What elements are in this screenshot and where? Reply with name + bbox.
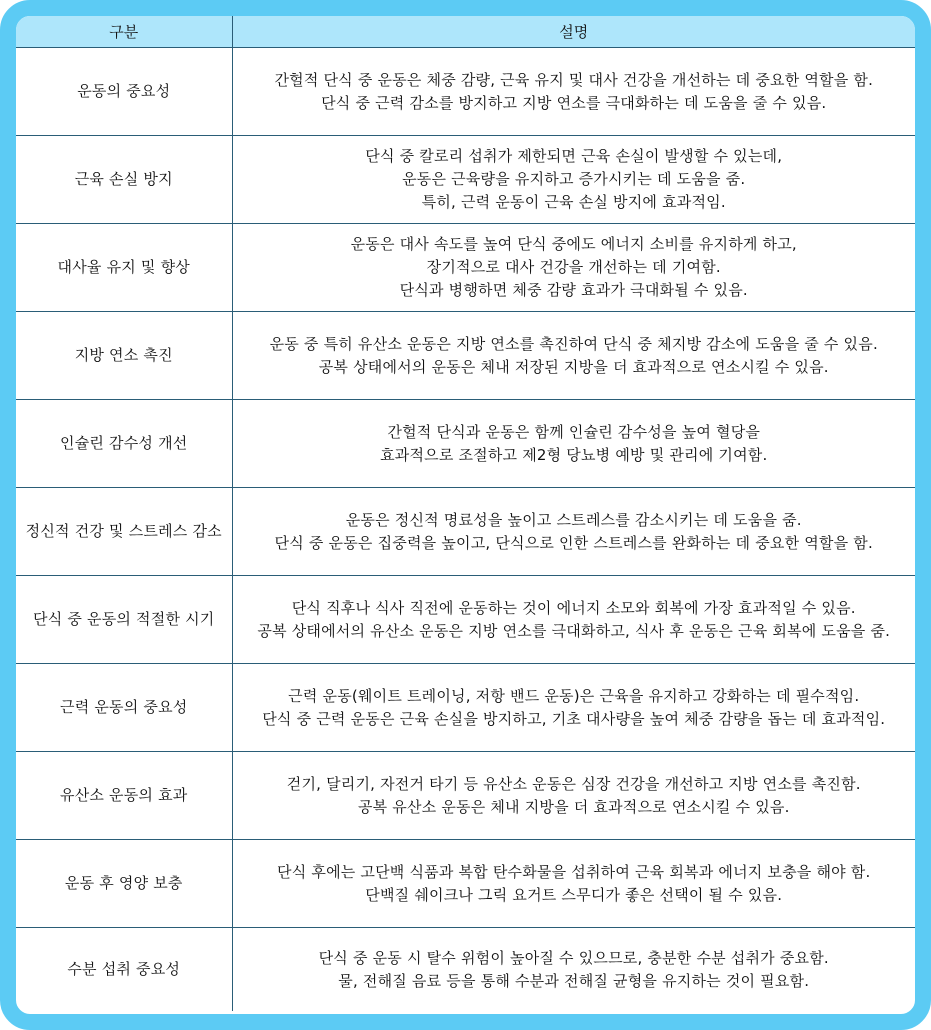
table-row [16,400,915,488]
row-description [232,840,915,928]
table-row [16,928,915,1012]
description-line: 장기적으로 대사 건강을 개선하는 데 기여함. [426,258,721,276]
description-line: 운동은 근육량을 유지하고 증가시키는 데 도움을 줌. [402,170,746,188]
table-row [16,312,915,400]
table-row [16,488,915,576]
description-line: 운동은 대사 속도를 높여 단식 중에도 에너지 소비를 유지하게 하고, [350,235,797,253]
description-line: 단식과 병행하면 체중 감량 효과가 극대화될 수 있음. [399,281,748,299]
header-description: 설명 [232,16,915,48]
table-row [16,136,915,224]
description-line: 단식 중 운동은 집중력을 높이고, 단식으로 인한 스트레스를 완화하는 데 중요한 역할을 함. [274,533,873,552]
description-line: 걷기, 달리기, 자전거 타기 등 유산소 운동은 심장 건강을 개선하고 지방 연소를 촉진함. [286,774,861,793]
description-line: 단식 직후나 식사 직전에 운동하는 것이 에너지 소모와 회복에 가장 효과적일 수 있음. [291,598,856,617]
row-description [232,312,915,400]
row-description [232,400,915,488]
description-line: 효과적으로 조절하고 제2형 당뇨병 예방 및 관리에 기여함. [380,445,768,464]
row-category: 근육 손실 방지 [16,136,232,224]
row-description [232,664,915,752]
table-row [16,576,915,664]
table-row [16,664,915,752]
row-category: 수분 섭취 중요성 [16,928,232,1012]
exercise-info-table [16,16,915,1011]
description-line: 단식 중 근력 운동은 근육 손실을 방지하고, 기초 대사량을 높여 체중 감량을 돕는 데 효과적임. [262,709,886,728]
row-description [232,224,915,312]
description-line: 단식 중 칼로리 섭취가 제한되면 근육 손실이 발생할 수 있는데, [365,147,783,165]
header-category: 구분 [16,16,232,48]
row-category: 운동 후 영양 보충 [16,840,232,928]
table-row [16,840,915,928]
row-category: 지방 연소 촉진 [16,312,232,400]
row-category: 인슐린 감수성 개선 [16,400,232,488]
description-line: 운동은 정신적 명료성을 높이고 스트레스를 감소시키는 데 도움을 줌. [345,510,802,529]
table-row [16,48,915,136]
description-line: 단식 중 근력 감소를 방지하고 지방 연소를 극대화하는 데 도움을 줄 수 있음. [321,93,827,112]
description-line: 공복 유산소 운동은 체내 지방을 더 효과적으로 연소시킬 수 있음. [357,797,790,816]
description-line: 근력 운동(웨이트 트레이닝, 저항 밴드 운동)은 근육을 유지하고 강화하는 데 필수적임. [288,686,860,705]
description-line: 단식 중 운동 시 탈수 위험이 높아질 수 있으므로, 충분한 수분 섭취가 중요함. [318,948,829,967]
row-category: 단식 중 운동의 적절한 시기 [16,576,232,664]
table-row [16,752,915,840]
description-line: 공복 상태에서의 유산소 운동은 지방 연소를 극대화하고, 식사 후 운동은 근육 회복에 도움을 줌. [257,621,891,640]
description-line: 단백질 쉐이크나 그릭 요거트 스무디가 좋은 선택이 될 수 있음. [365,885,783,904]
row-description [232,576,915,664]
row-category: 대사율 유지 및 향상 [16,224,232,312]
description-line: 간헐적 단식과 운동은 함께 인슐린 감수성을 높여 혈당을 [387,422,761,441]
row-description [232,928,915,1012]
row-description [232,136,915,224]
row-description [232,48,915,136]
table-header-row [16,16,915,48]
description-line: 물, 전해질 음료 등을 통해 수분과 전해질 균형을 유지하는 것이 필요함. [338,971,810,990]
description-line: 공복 상태에서의 운동은 체내 저장된 지방을 더 효과적으로 연소시킬 수 있음. [318,357,829,376]
description-line: 단식 후에는 고단백 식품과 복합 탄수화물을 섭취하여 근육 회복과 에너지 보충을 해야 함. [277,862,871,881]
row-category: 운동의 중요성 [16,48,232,136]
row-category: 유산소 운동의 효과 [16,752,232,840]
table-row [16,224,915,312]
row-description [232,752,915,840]
description-line: 운동 중 특히 유산소 운동은 지방 연소를 촉진하여 단식 중 체지방 감소에 도움을 줄 수 있음. [269,334,878,353]
row-category: 근력 운동의 중요성 [16,664,232,752]
row-category: 정신적 건강 및 스트레스 감소 [16,488,232,576]
row-description [232,488,915,576]
table-body [16,48,915,1012]
description-line: 간헐적 단식 중 운동은 체중 감량, 근육 유지 및 대사 건강을 개선하는 데 중요한 역할을 함. [274,70,874,89]
description-line: 특히, 근력 운동이 근육 손실 방지에 효과적임. [421,193,726,211]
